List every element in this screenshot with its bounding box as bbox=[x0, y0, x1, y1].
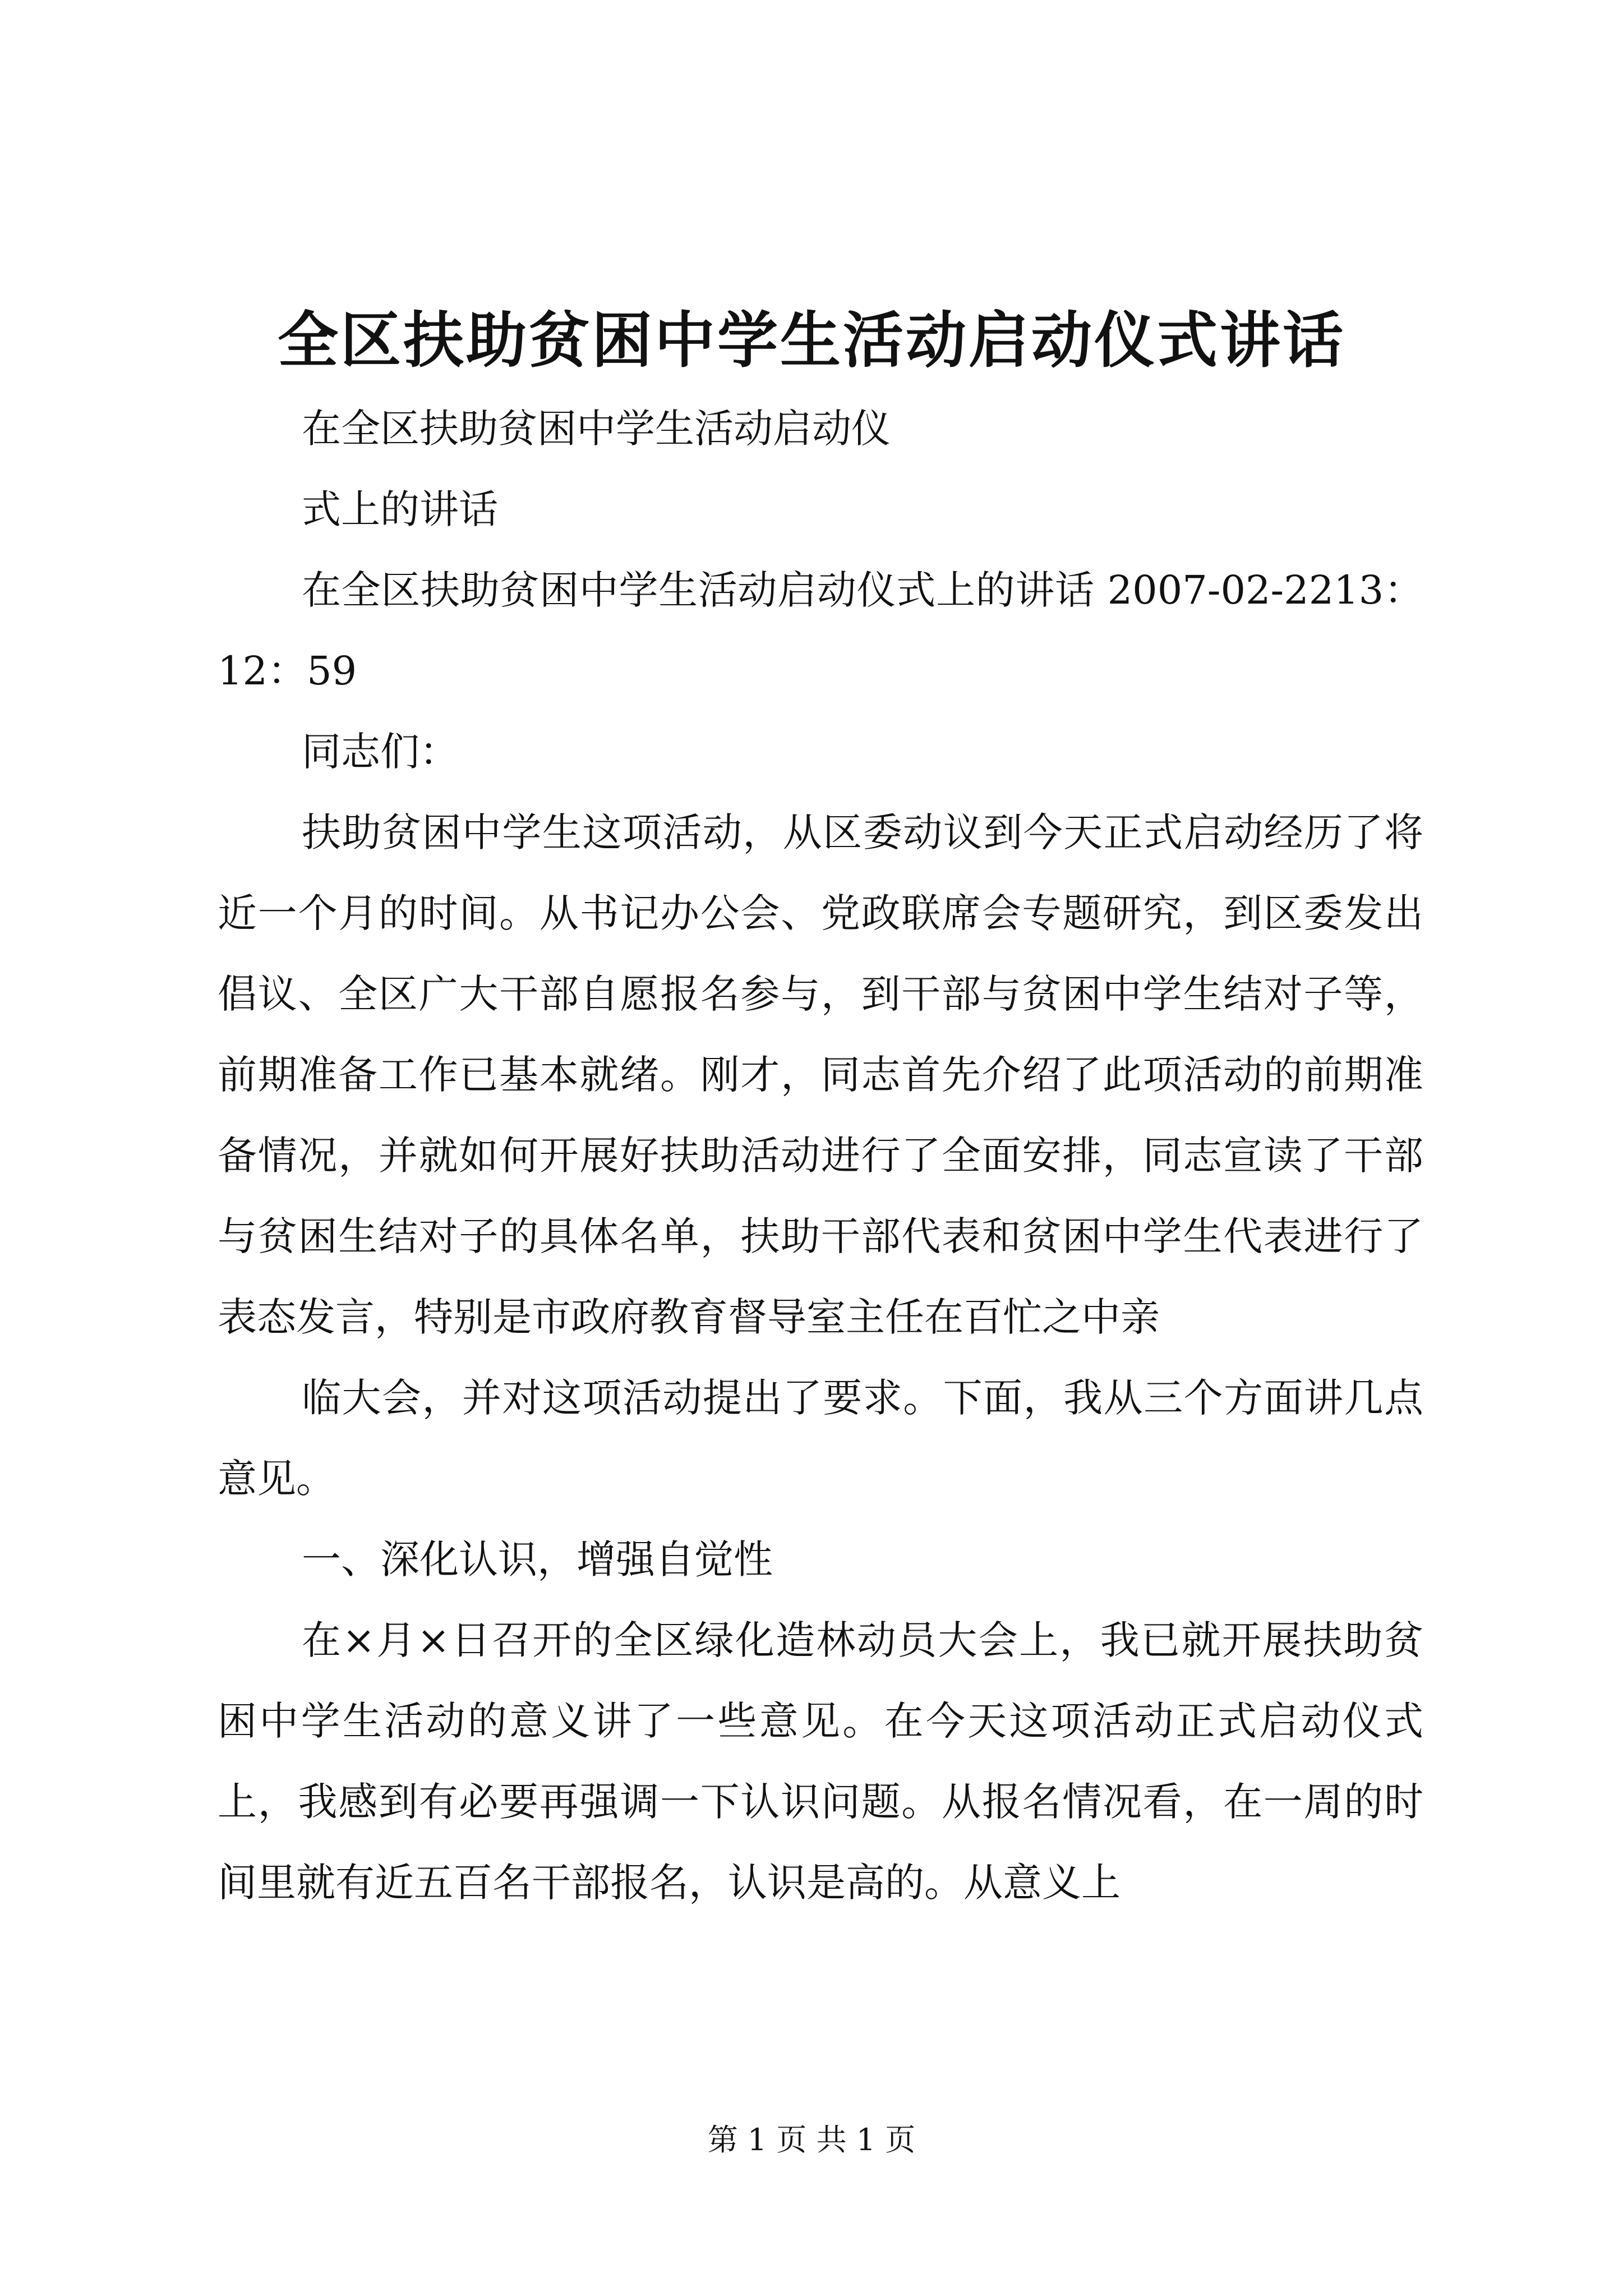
paragraph-subtitle-line-2: 式上的讲话 bbox=[302, 486, 498, 532]
paragraph-body: 临大会，并对这项活动提出了要求。下面，我从三个方面讲几点意见。 bbox=[218, 1375, 1423, 1502]
document-title: 全区扶助贫困中学生活动启动仪式讲话 bbox=[277, 305, 1345, 376]
paragraph-subtitle-line-1: 在全区扶助贫困中学生活动启动仪 bbox=[302, 406, 891, 452]
paragraph-body: 在×月×日召开的全区绿化造林动员大会上，我已就开展扶助贫困中学生活动的意义讲了一些意见。在今天这项活动正式启动仪式上，我感到有必要再强调一下认识问题。从报名情况看，在一周的时间里就有近五百名干部报名，认识是高的。从意义上 bbox=[218, 1617, 1423, 1906]
paragraph-dateline: 在全区扶助贫困中学生活动启动仪式上的讲话 2007-02-2213：12：59 bbox=[218, 567, 1423, 694]
document-body bbox=[218, 388, 1423, 1923]
paragraph-body: 扶助贫困中学生这项活动，从区委动议到今天正式启动经历了将近一个月的时间。从书记办公会、党政联席会专题研究，到区委发出倡议、全区广大干部自愿报名参与，到干部与贫困中学生结对子等，前期准备工作已基本就绪。刚才，同志首先介绍了此项活动的前期准备情况，并就如何开展好扶助活动进行了全面安排，同志宣读了干部与贫困生结对子的具体名单，扶助干部代表和贫困中学生代表进行了表态发言，特别是市政府教育督导室主任在百忙之中亲 bbox=[218, 809, 1423, 1340]
page-number-footer: 第 1 页 共 1 页 bbox=[707, 2122, 916, 2157]
section-heading: 一、深化认识，增强自觉性 bbox=[302, 1536, 773, 1582]
paragraph-salutation: 同志们： bbox=[302, 729, 459, 775]
